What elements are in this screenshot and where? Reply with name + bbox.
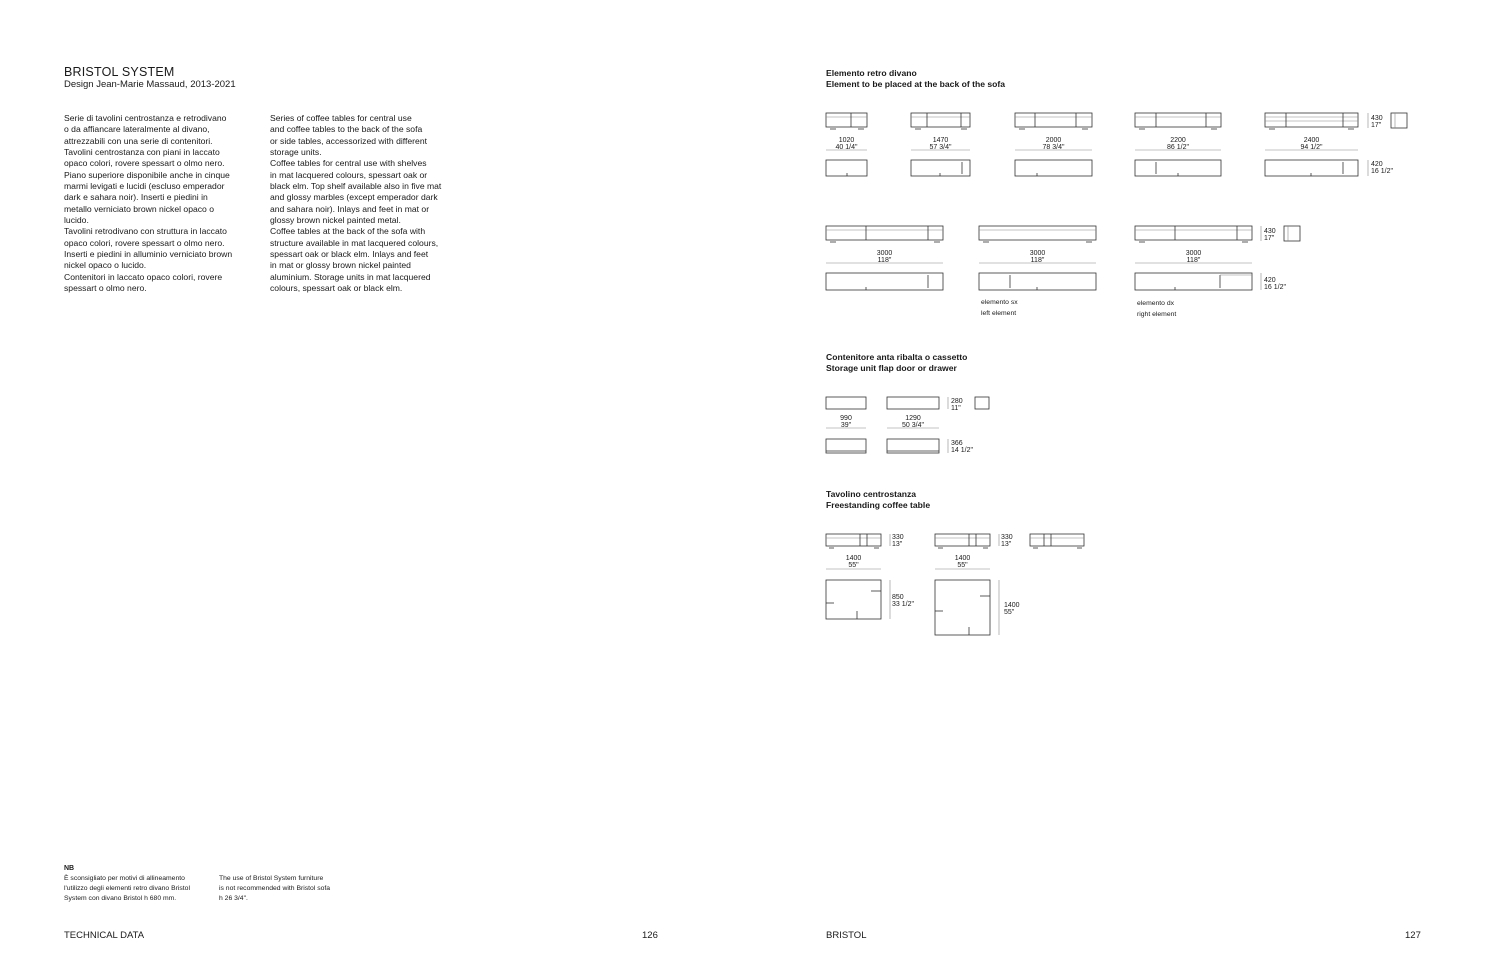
- depth-1400: 1400 55": [1004, 602, 1020, 616]
- dim-3000-a: 3000 118": [876, 250, 893, 264]
- height-330-a: 330 13": [892, 534, 904, 548]
- dim-1400-b: 1400 55": [954, 555, 971, 569]
- height-430-row1: 430 17": [1371, 115, 1383, 129]
- description-italian: Serie di tavolini centrostanza e retrodivano o da affiancare lateralmente al divano, attrezzabili con una serie di contenitori. Tavolini centrostanza con piani in laccato opaco colori, rovere spessart o olmo nero. Piano superiore disponibile anche in cinque marmi levigati e lucidi (escluso emperador dark e sahara noir). Inserti e piedini in metallo verniciato brown nickel opaco o lucido. Tavolini retrodivano con struttura in laccato opaco colori, rovere spessart o olmo nero. Inserti e piedini in alluminio verniciato brown nickel opaco o lucido. Contenitori in laccato opaco colori, rovere spessart o olmo nero.: [64, 113, 233, 294]
- page-number-left: 126: [642, 930, 658, 941]
- dim-3000-c: 3000 118": [1185, 250, 1202, 264]
- dim-2200: 2200 86 1/2": [1167, 137, 1189, 151]
- left-element-label: elemento sx left element: [981, 299, 1018, 317]
- dim-3000-b: 3000 118": [1029, 250, 1046, 264]
- height-430-row2: 430 17": [1264, 228, 1276, 242]
- height-330-b: 330 13": [1001, 534, 1013, 548]
- section-storage-title: Contenitore anta ribalta o cassetto Storage unit flap door or drawer: [826, 352, 968, 374]
- depth-420-row2: 420 16 1/2": [1264, 277, 1286, 291]
- nb-text-italian: È sconsigliato per motivi di allineamento l'utilizzo degli elementi retro divano Bristol System con divano Bristol h 680 mm.: [64, 875, 190, 903]
- designer-credit: Design Jean-Marie Massaud, 2013-2021: [64, 79, 236, 90]
- right-element-label: elemento dx right element: [1137, 300, 1177, 318]
- dim-2400: 2400 94 1/2": [1300, 137, 1323, 151]
- depth-850: 850 33 1/2": [892, 594, 914, 608]
- height-280: 280 11": [951, 398, 963, 412]
- dim-1290: 1290 50 3/4": [902, 415, 924, 429]
- dim-1400-a: 1400 55": [845, 555, 862, 569]
- section-coffee-table-title: Tavolino centrostanza Freestanding coffee table: [826, 489, 931, 511]
- page-number-right: 127: [1405, 930, 1421, 941]
- footer-section-label: TECHNICAL DATA: [64, 930, 145, 941]
- nb-text-english: The use of Bristol System furniture is not recommended with Bristol sofa h 26 3/4".: [219, 875, 331, 903]
- plan-views-row1: [826, 160, 1368, 176]
- dim-1470: 1470 57 3/4": [929, 137, 952, 151]
- dim-1020: 1020 40 1/4": [835, 137, 858, 151]
- dim-2000: 2000 78 3/4": [1042, 137, 1065, 151]
- description-english: Series of coffee tables for central use and coffee tables to the back of the sofa or side tables, accessorized with different storage units. Coffee tables for central use with shelves in mat lacquered colours, spessart oak or black elm. Top shelf available also in five mat and glossy marbles (except emperador dark and sahara noir). Inlays and feet in mat or glossy brown nickel painted metal. Coffee tables at the back of the sofa with structure available in mat lacquered colours, spessart oak or black elm. Inlays and feet in mat or glossy brown nickel painted aluminium. Storage units in mat lacquered colours, spessart oak or black elm.: [270, 113, 442, 294]
- section-back-of-sofa-title: Elemento retro divano Element to be placed at the back of the sofa: [826, 68, 1006, 90]
- depth-420-row1: 420 16 1/2": [1371, 161, 1393, 175]
- page-title: BRISTOL SYSTEM: [64, 65, 175, 79]
- dim-990: 990 39": [840, 415, 852, 429]
- footer-brand-label: BRISTOL: [826, 930, 867, 941]
- depth-366: 366 14 1/2": [951, 440, 973, 454]
- nb-label: NB: [64, 865, 75, 872]
- coffee-table-drawings: [826, 534, 1084, 635]
- plan-3000-row: [826, 273, 1261, 290]
